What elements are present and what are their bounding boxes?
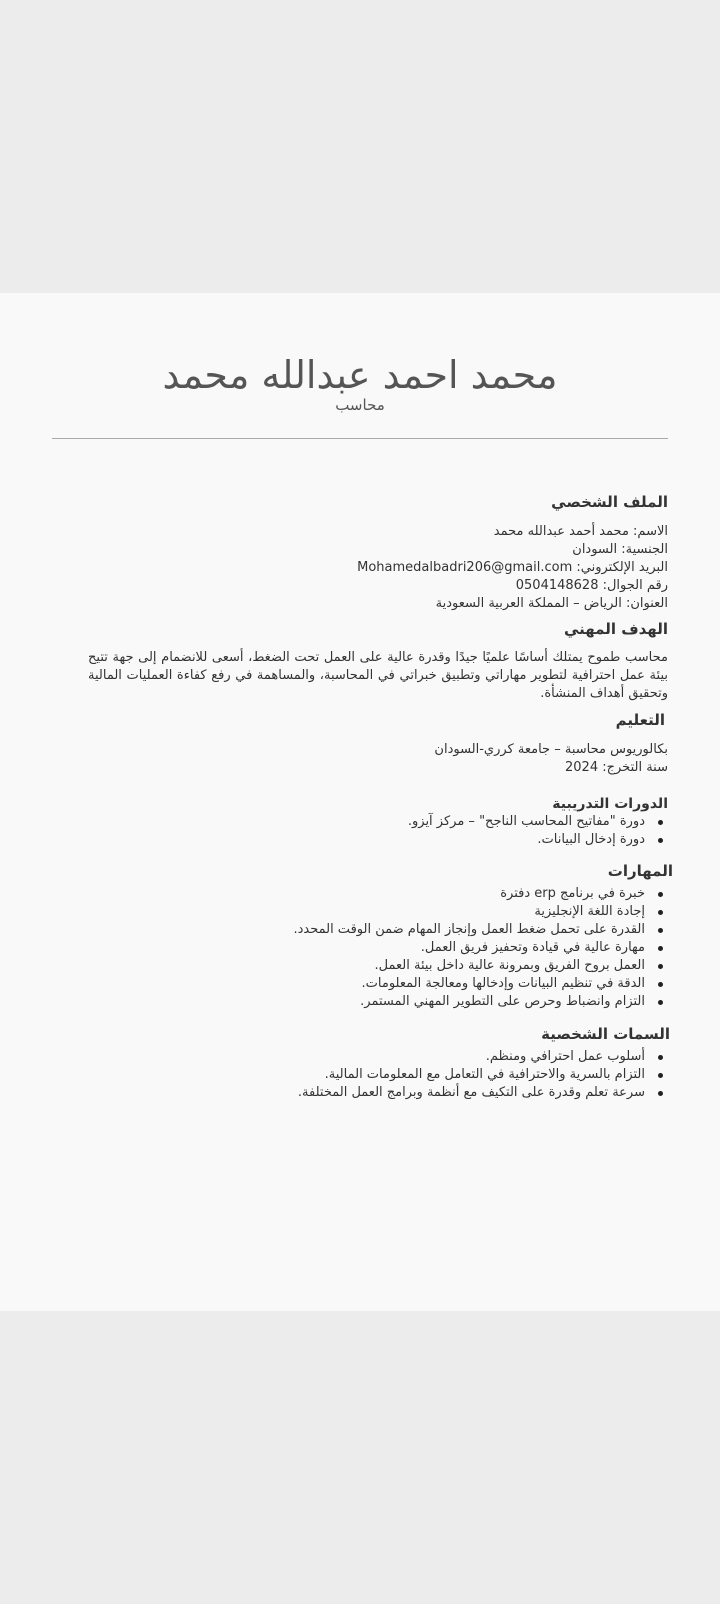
- list-item: دورة "مفاتيح المحاسب الناجح" – مركز آيزو.: [408, 813, 668, 831]
- profile-email-line: البريد الإلكتروني: Mohamedalbadri206@gmail.com: [357, 560, 668, 575]
- list-item: القدرة على تحمل ضغط العمل وإنجاز المهام ضمن الوقت المحدد.: [293, 921, 668, 939]
- skills-section-title: المهارات: [607, 862, 673, 880]
- traits-section-title: السمات الشخصية: [541, 1025, 670, 1043]
- list-item: العمل بروح الفريق وبمرونة عالية داخل بيئة العمل.: [293, 957, 668, 975]
- education-graduation-line: سنة التخرج: 2024: [565, 760, 668, 775]
- list-item: دورة إدخال البيانات.: [408, 831, 668, 849]
- header-divider: [52, 438, 668, 439]
- profile-nationality-line: الجنسية: السودان: [572, 542, 668, 557]
- profile-phone-line: رقم الجوال: 0504148628: [515, 578, 668, 593]
- skills-list: [293, 885, 668, 1011]
- profile-name-line: الاسم: محمد أحمد عبدالله محمد: [493, 524, 668, 539]
- resume-page: [0, 293, 720, 1311]
- list-item: إجادة اللغة الإنجليزية: [293, 903, 668, 921]
- list-item: خبرة في برنامج erp دفترة: [293, 885, 668, 903]
- list-item: الدقة في تنظيم البيانات وإدخالها ومعالجة المعلومات.: [293, 975, 668, 993]
- resume-name: محمد احمد عبدالله محمد: [162, 353, 558, 397]
- courses-list: [408, 813, 668, 849]
- list-item: مهارة عالية في قيادة وتحفيز فريق العمل.: [293, 939, 668, 957]
- education-degree-line: بكالوريوس محاسبة – جامعة كرري-السودان: [434, 742, 668, 757]
- courses-section-title: الدورات التدريبية: [552, 796, 668, 812]
- traits-list: [298, 1048, 668, 1102]
- profile-section-title: الملف الشخصي: [551, 493, 668, 511]
- profile-address-line: العنوان: الرياض – المملكة العربية السعودية: [435, 596, 668, 611]
- list-item: التزام وانضباط وحرص على التطوير المهني المستمر.: [293, 993, 668, 1011]
- resume-job-title: محاسب: [335, 396, 385, 414]
- list-item: سرعة تعلم وقدرة على التكيف مع أنظمة وبرامج العمل المختلفة.: [298, 1084, 668, 1102]
- objective-paragraph: محاسب طموح يمتلك أساسًا علميًا جيدًا وقدرة عالية على العمل تحت الضغط، أسعى للانضمام إلى جهة تتيح بيئة عمل احترافية لتطوير مهاراتي وتطبيق خبراتي في المحاسبة، والمساهمة في رفع كفاءة العمليات المالية وتحقيق أهداف المنشأة.: [88, 650, 668, 701]
- list-item: التزام بالسرية والاحترافية في التعامل مع المعلومات المالية.: [298, 1066, 668, 1084]
- education-section-title: التعليم: [615, 711, 665, 729]
- list-item: أسلوب عمل احترافي ومنظم.: [298, 1048, 668, 1066]
- objective-section-title: الهدف المهني: [563, 620, 668, 638]
